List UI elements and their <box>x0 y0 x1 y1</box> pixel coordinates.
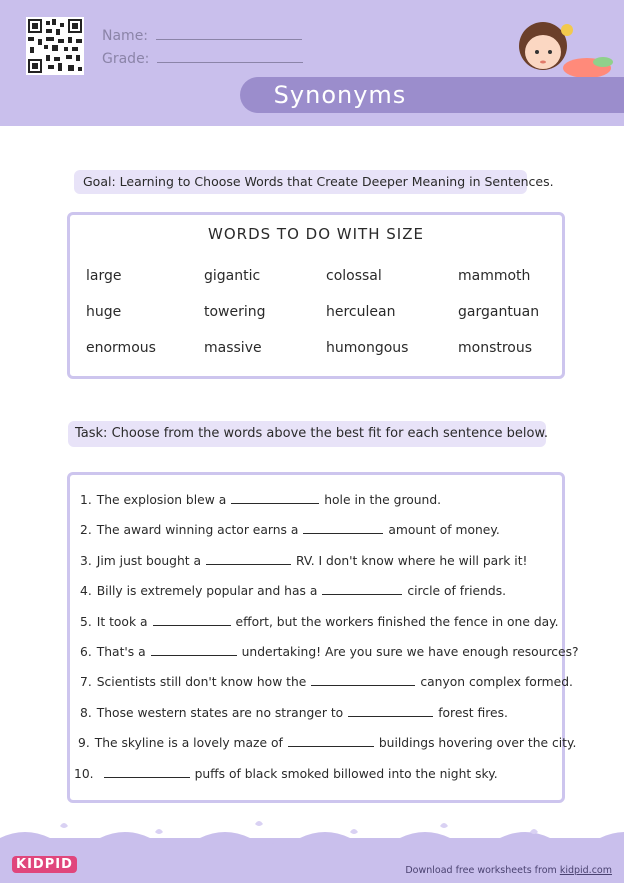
task-text: Task: Choose from the words above the best fit for each sentence below. <box>68 421 546 447</box>
size-word: towering <box>204 304 266 320</box>
size-word: mammoth <box>458 268 531 284</box>
word-box-title: WORDS TO DO WITH SIZE <box>208 225 424 243</box>
sentence-number: 3. <box>80 553 92 568</box>
sentence-number: 10. <box>74 766 94 781</box>
sentence-text-before: That's a <box>96 645 146 659</box>
size-word: gigantic <box>204 268 261 284</box>
size-word: large <box>86 268 122 284</box>
answer-blank[interactable] <box>348 705 433 717</box>
sentence-text-before: Billy is extremely popular and has a <box>96 584 318 599</box>
size-word: monstrous <box>458 340 533 356</box>
sentence-text-after: canyon complex formed. <box>420 675 573 690</box>
grade-label: Grade: <box>102 51 150 67</box>
sentence-number: 7. <box>80 675 92 690</box>
name-label: Name: <box>102 28 149 44</box>
sentence-text-before: The award winning actor earns a <box>96 523 299 538</box>
sentence-item <box>80 553 527 568</box>
sentence-item <box>80 705 508 720</box>
sentence-item <box>80 583 506 598</box>
sentence-item <box>78 735 576 750</box>
sentence-text-before: Scientists still don't know how the <box>96 675 307 690</box>
answer-blank[interactable] <box>322 583 402 595</box>
sentence-item <box>80 492 441 507</box>
size-word: gargantuan <box>458 304 540 320</box>
answer-blank[interactable] <box>231 492 319 504</box>
sentence-number: 2. <box>80 523 92 538</box>
site-link[interactable]: kidpid.com <box>559 865 612 876</box>
sentence-text-after: undertaking! Are you sure we have enough resources? <box>241 645 579 659</box>
goal-text: Goal: Learning to Choose Words that Create Deeper Meaning in Sentences. <box>74 170 527 194</box>
sentence-text-after: circle of friends. <box>407 584 507 599</box>
grade-field[interactable] <box>102 50 303 67</box>
answer-blank[interactable] <box>153 614 231 626</box>
sentence-number: 6. <box>80 645 92 659</box>
sentence-text-after: RV. I don't know where he will park it! <box>296 553 528 568</box>
sentence-text-after: hole in the ground. <box>324 493 442 507</box>
sentence-text-after: effort, but the workers finished the fence in one day. <box>235 614 559 629</box>
sentence-text-after: forest fires. <box>438 705 508 720</box>
size-word: enormous <box>86 340 156 356</box>
download-note <box>405 865 612 876</box>
sentence-number: 4. <box>80 584 92 599</box>
size-word: humongous <box>326 340 409 356</box>
footer-waves <box>0 818 624 848</box>
sentence-text-before: The skyline is a lovely maze of <box>94 736 283 751</box>
qr-code <box>26 17 84 75</box>
answer-blank[interactable] <box>288 735 374 747</box>
sentence-item <box>80 522 500 537</box>
sentence-number: 8. <box>80 705 92 720</box>
size-word: massive <box>204 340 262 356</box>
answer-blank[interactable] <box>104 766 190 778</box>
sentence-item <box>74 766 498 781</box>
sentence-text-after: puffs of black smoked billowed into the night sky. <box>194 766 498 781</box>
download-prefix: Download free worksheets from <box>405 865 557 876</box>
answer-blank[interactable] <box>206 553 291 565</box>
sentence-text-before: Those western states are no stranger to <box>96 705 344 720</box>
sentence-text-after: buildings hovering over the city. <box>378 736 577 751</box>
sentence-item <box>80 644 579 659</box>
sentence-item <box>80 614 559 629</box>
answer-blank[interactable] <box>151 644 237 656</box>
sentence-number: 9. <box>78 736 90 751</box>
size-word: herculean <box>326 304 396 320</box>
sentence-number: 5. <box>80 614 92 629</box>
size-word: colossal <box>326 268 382 284</box>
answer-blank[interactable] <box>311 674 415 686</box>
answer-blank[interactable] <box>303 522 383 534</box>
sentence-text-before: The explosion blew a <box>96 493 227 507</box>
sentence-text-after: amount of money. <box>388 523 500 538</box>
kidpid-logo: KIDPID <box>12 856 77 873</box>
size-word: huge <box>86 304 122 320</box>
sentence-item <box>80 674 573 689</box>
sentence-text-before: Jim just bought a <box>96 553 201 568</box>
sentence-number: 1. <box>80 493 92 507</box>
name-field[interactable] <box>102 27 302 44</box>
sentence-text-before: It took a <box>96 614 148 629</box>
page-title: Synonyms <box>273 81 407 109</box>
